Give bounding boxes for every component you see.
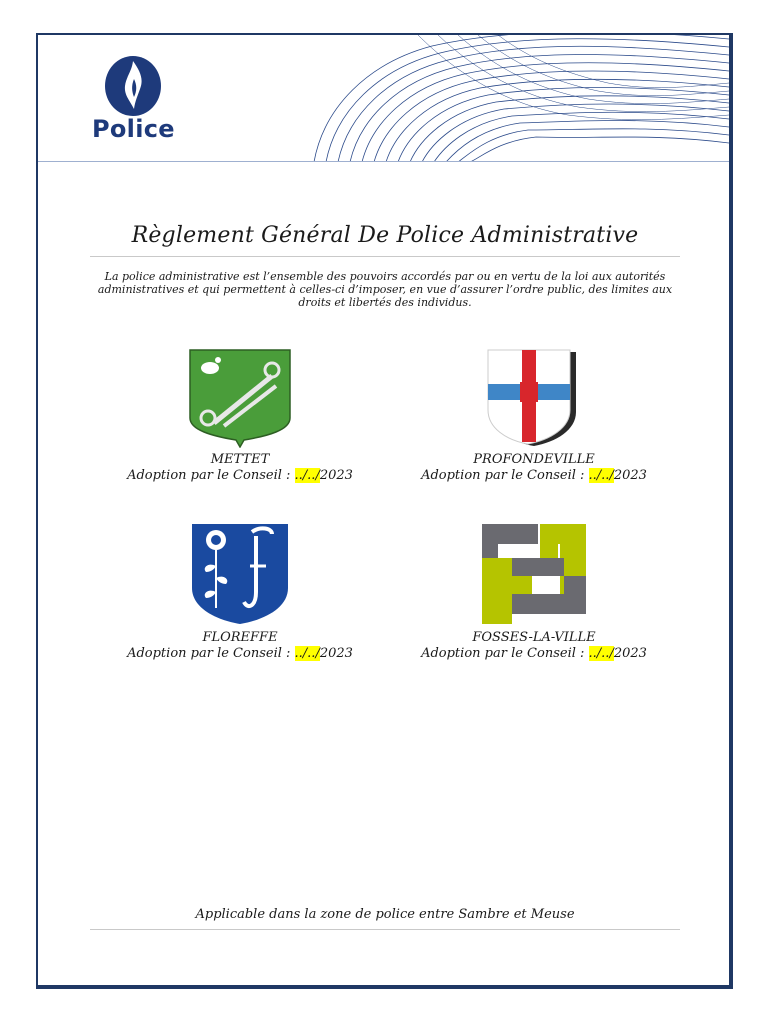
commune-name: METTET [210,452,270,467]
date-placeholder-highlight: ../../ [588,468,614,483]
document-title: Règlement Général De Police Administrative [131,223,639,248]
commune-profondeville [404,348,664,484]
date-placeholder-highlight: ../../ [294,646,320,661]
adoption-line [404,646,664,662]
floreffe-coat-of-arms-icon [190,522,290,626]
adoption-year: 2023 [613,468,647,483]
commune-floreffe [110,522,370,662]
fosses-la-ville-logo-icon [478,522,590,626]
header-banner [38,35,729,162]
commune-name: PROFONDEVILLE [473,452,595,467]
adoption-label: Adoption par le Conseil : [421,646,589,661]
applicability-statement: Applicable dans la zone de police entre Sambre et Meuse [195,907,575,922]
commune-mettet [110,348,370,484]
adoption-line [404,468,664,484]
header-divider [38,161,729,162]
commune-fosses-la-ville [404,522,664,662]
adoption-year: 2023 [613,646,647,661]
mettet-coat-of-arms-icon [188,348,292,448]
adoption-label: Adoption par le Conseil : [127,646,295,661]
document-page [36,33,733,989]
decorative-waves [308,35,729,162]
adoption-year: 2023 [319,468,353,483]
date-placeholder-highlight: ../../ [294,468,320,483]
title-divider [90,256,680,257]
adoption-label: Adoption par le Conseil : [127,468,295,483]
intro-paragraph: La police administrative est l’ensemble des pouvoirs accordés par ou en vertu de la loi aux autorités administratives et qui permettent à celles-ci d’imposer, en vue d’assurer l’ordre public, des limites aux droits et libertés des individus. [97,270,673,309]
commune-name: FLOREFFE [202,630,278,645]
date-placeholder-highlight: ../../ [588,646,614,661]
adoption-year: 2023 [319,646,353,661]
commune-name: FOSSES-LA-VILLE [472,630,596,645]
adoption-line [110,646,370,662]
police-wordmark: Police [92,115,175,143]
adoption-label: Adoption par le Conseil : [421,468,589,483]
footer-divider [90,929,680,930]
profondeville-coat-of-arms-icon [486,348,582,448]
adoption-line [110,468,370,484]
